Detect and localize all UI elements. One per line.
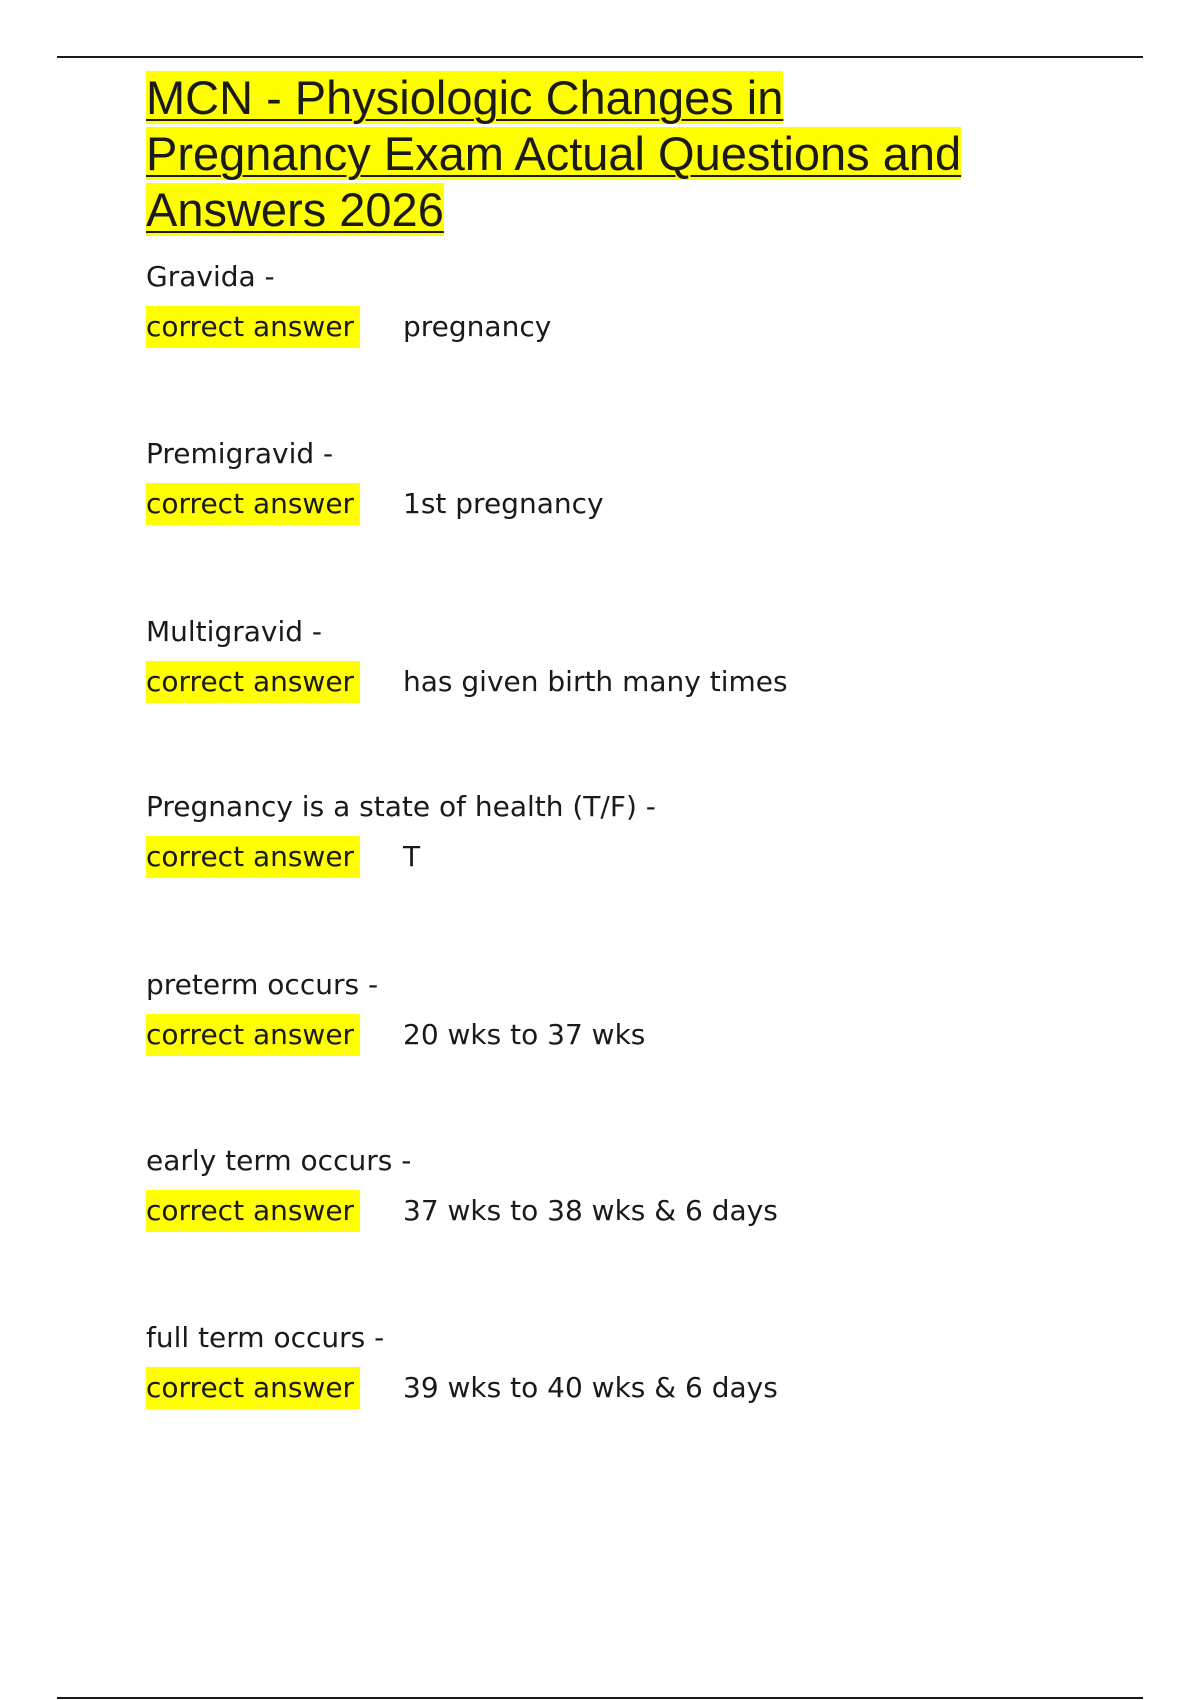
- qa-item: [146, 1143, 1106, 1236]
- correct-answer-label: correct answer: [146, 306, 360, 348]
- correct-answer-label: correct answer: [146, 836, 360, 878]
- answer-text: 37 wks to 38 wks & 6 days: [403, 1194, 778, 1227]
- answer-row: [146, 306, 1106, 352]
- header-rule: [57, 56, 1143, 58]
- correct-answer-label: correct answer: [146, 1190, 360, 1232]
- answer-text: 1st pregnancy: [403, 487, 604, 520]
- qa-item: [146, 789, 1106, 882]
- question-text: full term occurs -: [146, 1321, 385, 1354]
- question-text: Multigravid -: [146, 615, 323, 648]
- correct-answer-label: correct answer: [146, 1367, 360, 1409]
- answer-row: [146, 1014, 1106, 1060]
- question-text: Premigravid -: [146, 437, 334, 470]
- qa-item: [146, 436, 1106, 529]
- qa-item: [146, 614, 1106, 707]
- answer-text: pregnancy: [403, 310, 552, 343]
- answer-row: [146, 661, 1106, 707]
- title-line-3: Answers 2026: [146, 183, 444, 236]
- qa-item: [146, 1320, 1106, 1413]
- correct-answer-label: correct answer: [146, 483, 360, 525]
- question-text: preterm occurs -: [146, 968, 379, 1001]
- answer-row: [146, 483, 1106, 529]
- question-text: early term occurs -: [146, 1144, 412, 1177]
- title-line-2: Pregnancy Exam Actual Questions and: [146, 127, 962, 180]
- answer-text: T: [403, 840, 421, 873]
- answer-row: [146, 1190, 1106, 1236]
- answer-text: has given birth many times: [403, 665, 788, 698]
- answer-text: 20 wks to 37 wks: [403, 1018, 646, 1051]
- footer-rule: [57, 1697, 1143, 1699]
- correct-answer-label: correct answer: [146, 661, 360, 703]
- answer-row: [146, 836, 1106, 882]
- answer-text: 39 wks to 40 wks & 6 days: [403, 1371, 778, 1404]
- qa-item: [146, 967, 1106, 1060]
- correct-answer-label: correct answer: [146, 1014, 360, 1056]
- document-title: [146, 70, 1046, 238]
- question-text: Gravida -: [146, 260, 275, 293]
- title-line-1: MCN - Physiologic Changes in: [146, 71, 784, 124]
- question-text: Pregnancy is a state of health (T/F) -: [146, 790, 656, 823]
- qa-item: [146, 259, 1106, 352]
- answer-row: [146, 1367, 1106, 1413]
